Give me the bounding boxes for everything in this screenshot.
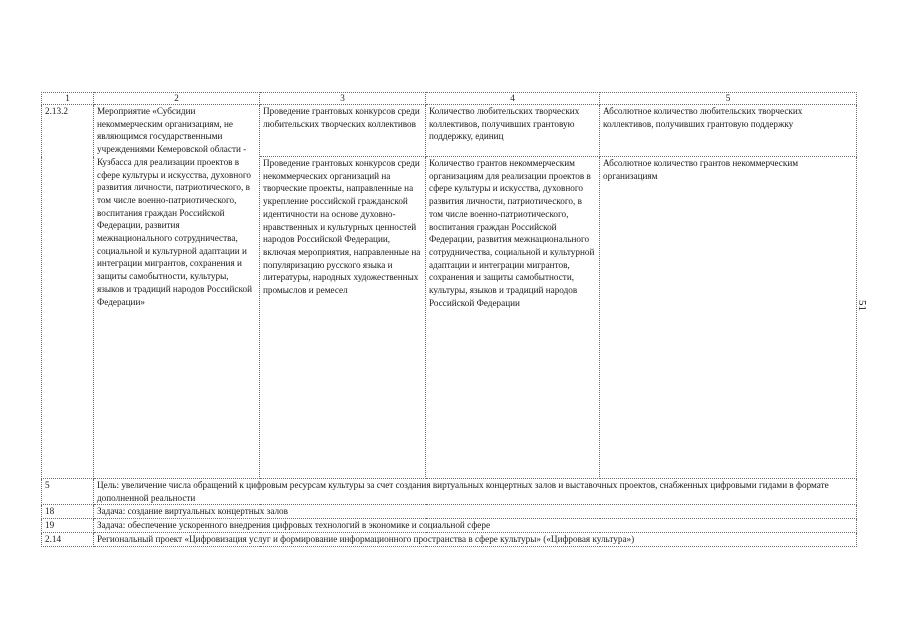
header-cell: 5 (600, 93, 857, 105)
task-cell: Задача: обеспечение ускоренного внедрения цифровых технологий в экономике и социальной сфере (94, 519, 857, 533)
table-row (42, 105, 857, 157)
header-cell: 2 (94, 93, 260, 105)
goal-cell: Цель: увеличение числа обращений к цифровым ресурсам культуры за счет создания виртуальных концертных залов и выставочных проектов, снабженных цифровыми гидами в формате дополненной реальности (94, 479, 857, 505)
table-row (42, 519, 857, 533)
measure-name-cell: Мероприятие «Субсидии некоммерческим организациям, не являющимся государственными учреждениями Кемеровской области - Кузбасса для реализации проектов в сфере культуры и искусства, духовного развития личности, патриотического, в том числе военно-патриотического, воспитания граждан Российской Федерации, развития межнационального сотрудничества, социальной и культурной адаптации и интеграции мигрантов, сохранения и защиты самобытности, культуры, языков и традиций народов Российской Федерации» (94, 105, 260, 479)
row-number-cell: 19 (42, 519, 94, 533)
table-header-row (42, 93, 857, 105)
indicator-cell: Количество любительских творческих коллективов, получивших грантовую поддержку, единиц (426, 105, 600, 157)
document-table (41, 92, 857, 547)
row-number-cell: 2.14 (42, 532, 94, 546)
table-row (42, 479, 857, 505)
table-row (42, 532, 857, 546)
header-cell: 1 (42, 93, 94, 105)
event-cell: Проведение грантовых конкурсов среди некоммерческих организаций на творческие проекты, направленные на укрепление российской гражданской идентичности на основе духовно-нравственных и культурных ценностей народов Российской Федерации, включая мероприятия, направленные на популяризацию русского языка и литературы, народных художественных промыслов и ремесел (260, 157, 426, 479)
project-cell: Региональный проект «Цифровизация услуг и формирование информационного пространства в сфере культуры» («Цифровая культура») (94, 532, 857, 546)
row-number-cell: 2.13.2 (42, 105, 94, 479)
method-cell: Абсолютное количество любительских творческих коллективов, получивших грантовую поддержку (600, 105, 857, 157)
header-cell: 4 (426, 93, 600, 105)
event-cell: Проведение грантовых конкурсов среди любительских творческих коллективов (260, 105, 426, 157)
row-number-cell: 18 (42, 505, 94, 519)
table-row (42, 505, 857, 519)
task-cell: Задача: создание виртуальных концертных залов (94, 505, 857, 519)
row-number-cell: 5 (42, 479, 94, 505)
indicator-cell: Количество грантов некоммерческим организациям для реализации проектов в сфере культуры и искусства, духовного развития личности, патриотического, в том числе военно-патриотического, воспитания граждан Российской Федерации, развития межнационального сотрудничества, социальной и культурной адаптации и интеграции мигрантов, сохранения и защиты самобытности, культуры, языков и традиций народов Российской Федерации (426, 157, 600, 479)
header-cell: 3 (260, 93, 426, 105)
method-cell: Абсолютное количество грантов некоммерческим организациям (600, 157, 857, 479)
page-number: 51 (856, 300, 868, 311)
